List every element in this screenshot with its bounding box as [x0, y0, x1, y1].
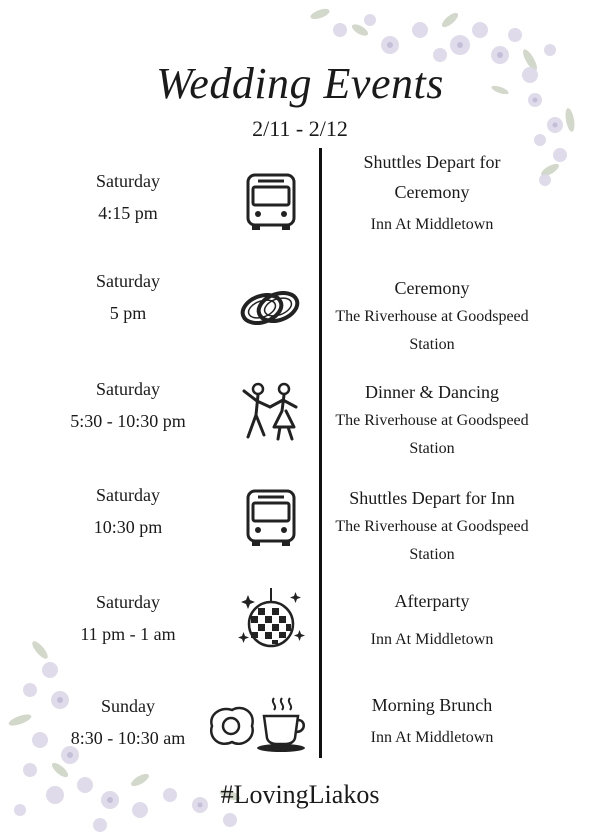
event-time: 11 pm - 1 am: [80, 624, 176, 644]
event-details: [324, 377, 540, 463]
hashtag: #LovingLiakos: [220, 780, 380, 809]
event-name-line: Shuttles Depart for Inn: [349, 488, 515, 508]
event-venue-line: Station: [409, 336, 455, 353]
event-venue-line: Inn At Middletown: [370, 729, 494, 746]
event-name-line: Ceremony: [394, 278, 470, 298]
event-details: [324, 147, 540, 239]
event-venue-line: The Riverhouse at Goodspeed: [335, 308, 529, 325]
event-name-line: Dinner & Dancing: [365, 382, 499, 402]
event-venue-line: Inn At Middletown: [370, 216, 494, 233]
event-name-line: Morning Brunch: [371, 695, 493, 715]
event-day: Saturday: [96, 171, 160, 191]
event-time: 5 pm: [109, 303, 147, 323]
event-details: [324, 273, 540, 359]
coffee-cup-icon: [252, 694, 308, 754]
event-details: [324, 586, 540, 654]
event-when: [28, 373, 228, 437]
page-title: Wedding Events: [156, 59, 444, 108]
event-time: 4:15 pm: [98, 203, 158, 223]
event-when: [28, 265, 228, 329]
event-venue-line: Station: [409, 440, 455, 457]
event-day: Sunday: [101, 696, 155, 716]
event-details: [324, 483, 540, 569]
bus-icon: [236, 483, 306, 553]
timeline-divider: [319, 148, 322, 758]
bus-icon: [236, 167, 306, 237]
rings-icon: [236, 273, 306, 343]
event-when: [28, 165, 228, 229]
event-day: Saturday: [96, 271, 160, 291]
event-when: [28, 479, 228, 543]
event-name-line: Afterparty: [394, 591, 470, 611]
event-venue-line: The Riverhouse at Goodspeed: [335, 412, 529, 429]
event-name-line: Ceremony: [394, 182, 470, 202]
event-time: 5:30 - 10:30 pm: [70, 411, 186, 431]
event-venue-line: Inn At Middletown: [370, 631, 494, 648]
event-venue-line: Station: [409, 546, 455, 563]
event-time: 8:30 - 10:30 am: [70, 728, 186, 748]
event-day: Saturday: [96, 379, 160, 399]
dancers-icon: [236, 377, 306, 447]
event-when: [28, 586, 228, 650]
event-name-line: Shuttles Depart for: [363, 152, 501, 172]
event-venue-line: The Riverhouse at Goodspeed: [335, 518, 529, 535]
disco-ball-icon: [236, 586, 306, 656]
event-time: 10:30 pm: [93, 517, 163, 537]
date-range: 2/11 - 2/12: [252, 116, 348, 141]
event-day: Saturday: [96, 485, 160, 505]
event-details: [324, 690, 540, 752]
event-day: Saturday: [96, 592, 160, 612]
event-when: [28, 690, 228, 754]
